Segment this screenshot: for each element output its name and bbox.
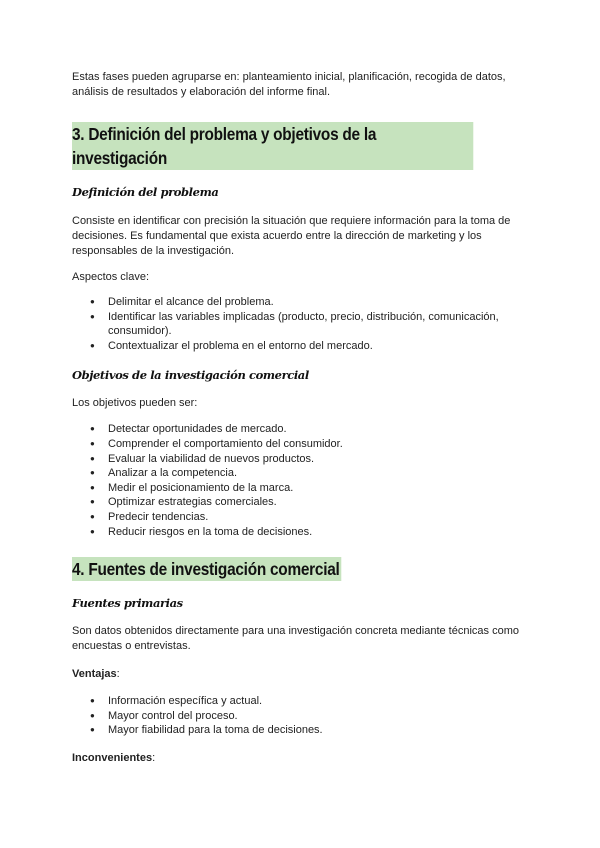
document-page xyxy=(72,70,528,766)
aspects-list xyxy=(72,295,528,353)
aspects-label: Aspectos clave: xyxy=(72,271,150,283)
list-item: ● Optimizar estrategias comerciales. xyxy=(108,495,528,510)
list-item: ● Identificar las variables implicadas (producto, precio, distribución, comunicación, consumidor). xyxy=(108,310,528,339)
list-item: ● Mayor control del proceso. xyxy=(108,709,528,724)
list-item: ● Analizar a la competencia. xyxy=(108,466,528,481)
section-3-heading: 3. Definición del problema y objetivos de la investigación xyxy=(72,122,473,170)
list-item: ● Mayor fiabilidad para la toma de decisiones. xyxy=(108,723,528,738)
definition-subheading: Definición del problema xyxy=(72,185,219,199)
list-item: ● Medir el posicionamiento de la marca. xyxy=(108,481,528,496)
advantages-list xyxy=(72,694,528,738)
disadvantages-label-line: Inconvenientes: xyxy=(72,751,156,764)
advantages-label-line: Ventajas: xyxy=(72,668,120,681)
list-item: ● Comprender el comportamiento del consumidor. xyxy=(108,437,528,452)
disadvantages-label: Inconvenientes xyxy=(72,751,153,764)
list-item: ● Evaluar la viabilidad de nuevos productos. xyxy=(108,452,528,467)
definition-paragraph: Consiste en identificar con precisión la situación que requiere información para la toma de decisiones. Es fundamental que exista acuerdo entre la dirección de marketing y los responsables de la investigación. xyxy=(72,215,511,257)
advantages-label: Ventajas xyxy=(72,668,117,681)
objectives-label: Los objetivos pueden ser: xyxy=(72,397,198,410)
objectives-list xyxy=(72,422,528,539)
intro-paragraph: Estas fases pueden agruparse en: planteamiento inicial, planificación, recogida de datos, análisis de resultados y elaboración del informe final. xyxy=(72,71,506,98)
list-item: ● Contextualizar el problema en el entorno del mercado. xyxy=(108,339,528,354)
primary-sources-subheading: Fuentes primarias xyxy=(72,596,183,611)
primary-sources-paragraph: Son datos obtenidos directamente para una investigación concreta mediante técnicas como encuestas o entrevistas. xyxy=(72,625,519,653)
list-item: ● Delimitar el alcance del problema. xyxy=(108,295,528,310)
list-item: ● Detectar oportunidades de mercado. xyxy=(108,422,528,437)
section-4-heading: 4. Fuentes de investigación comercial xyxy=(72,559,340,580)
objectives-subheading: Objetivos de la investigación comercial xyxy=(72,368,309,383)
list-item: ● Reducir riesgos en la toma de decisiones. xyxy=(108,525,528,540)
list-item: ● Información específica y actual. xyxy=(108,694,528,709)
list-item: ● Predecir tendencias. xyxy=(108,510,528,525)
